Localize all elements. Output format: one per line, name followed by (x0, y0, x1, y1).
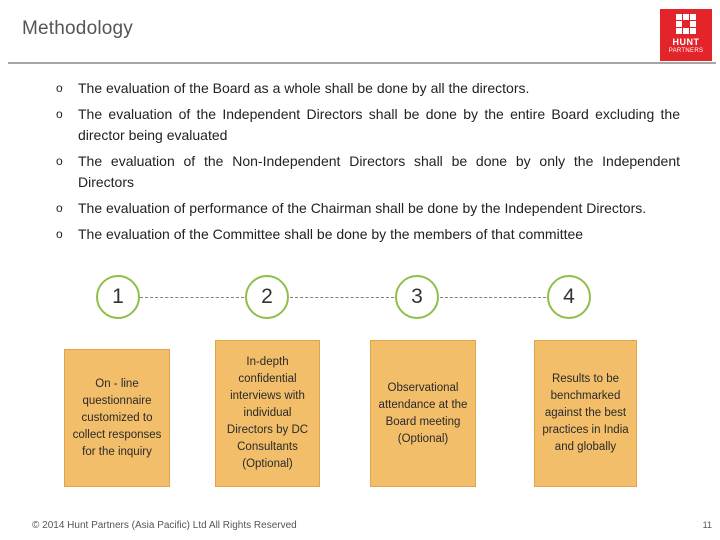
step-description: Observational attendance at the Board meeting (Optional) (378, 381, 468, 445)
page-number: 11 (702, 520, 712, 530)
bullet-marker-icon: o (56, 154, 63, 168)
bullet-text: The evaluation of the Committee shall be done by the members of that committee (78, 226, 584, 242)
step-description: In-depth confidential interviews with individual Directors by DC Consultants (Optional) (226, 356, 309, 470)
bullet-item (40, 198, 680, 219)
step-box-4 (534, 340, 637, 487)
step-connector (440, 297, 546, 298)
bullet-text: The evaluation of performance of the Chairman shall be done by the Independent Directors. (78, 200, 647, 216)
bullet-marker-icon: o (56, 107, 63, 121)
bullet-marker-icon: o (56, 81, 63, 95)
copyright-footer: © 2014 Hunt Partners (Asia Pacific) Ltd All Rights Reserved (32, 520, 297, 531)
bullet-item (40, 224, 680, 245)
step-description: Results to be benchmarked against the best practices in India and globally (542, 373, 629, 453)
step-number-1: 1 (96, 275, 140, 319)
logo-text-partners: PARTNERS (668, 48, 704, 54)
step-description: On - line questionnaire customized to collect responses for the inquiry (72, 377, 162, 458)
bullet-text: The evaluation of the Non-Independent Directors shall be done by only the Independent Directors (78, 153, 680, 190)
logo-text-hunt: HUNT (672, 37, 700, 47)
step-box-1 (64, 349, 170, 487)
logo-grid-icon (676, 14, 696, 34)
step-connector (140, 297, 244, 298)
bullet-item (40, 78, 680, 99)
step-box-2 (215, 340, 320, 487)
bullet-marker-icon: o (56, 201, 63, 215)
step-connector (290, 297, 394, 298)
bullet-item (40, 104, 680, 146)
hunt-partners-logo (660, 9, 712, 61)
bullet-marker-icon: o (56, 227, 63, 241)
bullet-list (40, 78, 680, 250)
bullet-text: The evaluation of the Independent Directors shall be done by the entire Board excluding the director being evaluated (78, 106, 680, 143)
step-box-3 (370, 340, 476, 487)
step-number-3: 3 (395, 275, 439, 319)
step-number-4: 4 (547, 275, 591, 319)
title-divider (8, 62, 716, 64)
page-title: Methodology (22, 18, 133, 39)
bullet-text: The evaluation of the Board as a whole shall be done by all the directors. (78, 80, 530, 96)
bullet-item (40, 151, 680, 193)
step-number-2: 2 (245, 275, 289, 319)
